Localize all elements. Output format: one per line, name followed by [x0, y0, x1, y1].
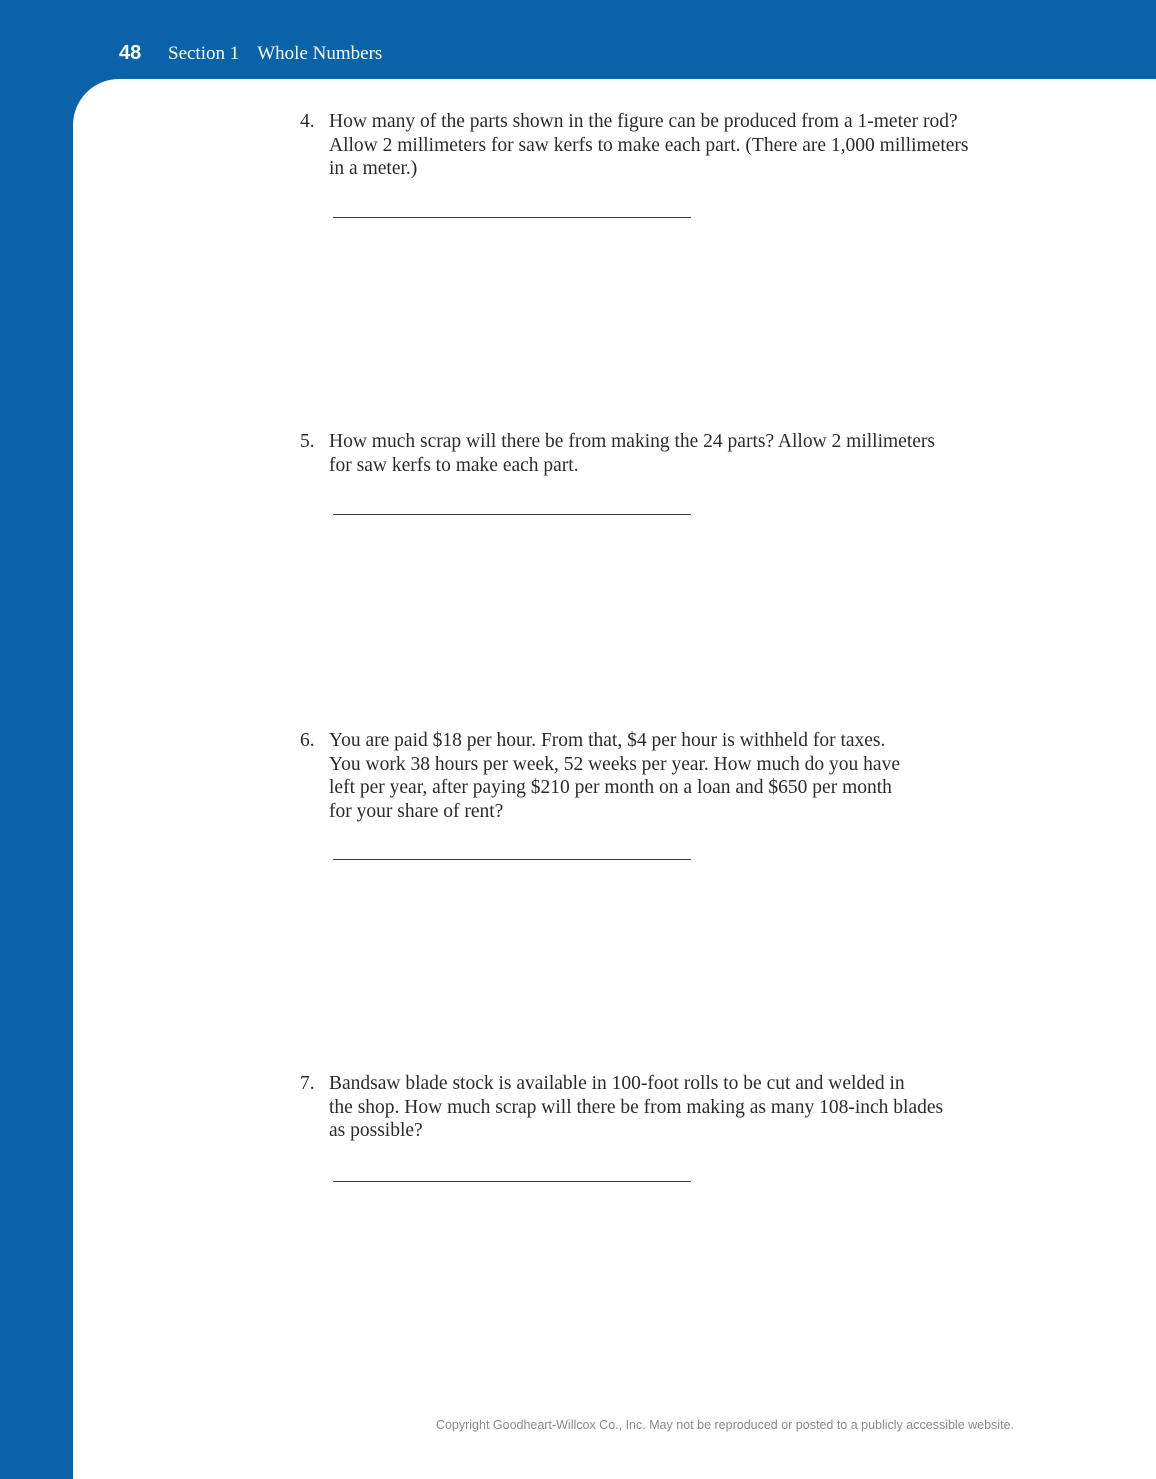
question-5: [300, 430, 1020, 477]
question-6: [300, 729, 1020, 823]
question-text: [329, 110, 1020, 181]
question-line: in a meter.): [329, 158, 418, 179]
question-line: You are paid $18 per hour. From that, $4 per hour is withheld for taxes.: [329, 730, 886, 751]
question-line: for your share of rent?: [329, 800, 504, 822]
question-line: How many of the parts shown in the figure can be produced from a 1-meter rod?: [329, 111, 958, 132]
answer-line-4[interactable]: [333, 217, 691, 218]
question-text: [329, 430, 1020, 477]
answer-line-5[interactable]: [333, 514, 691, 515]
question-text: [329, 729, 1020, 823]
question-line: for saw kerfs to make each part.: [329, 454, 579, 476]
question-number: 7.: [300, 1073, 315, 1094]
running-head: [168, 41, 382, 67]
question-text: [329, 1072, 1020, 1143]
question-7: [300, 1072, 1020, 1143]
chapter-title: Whole Numbers: [257, 43, 383, 64]
answer-line-6[interactable]: [333, 859, 691, 860]
question-line: as possible?: [329, 1120, 423, 1141]
question-line: Bandsaw blade stock is available in 100-foot rolls to be cut and welded in: [329, 1073, 905, 1094]
answer-line-7[interactable]: [333, 1181, 691, 1182]
question-line: left per year, after paying $210 per month on a loan and $650 per month: [329, 777, 892, 798]
copyright-notice: Copyright Goodheart-Willcox Co., Inc. May not be reproduced or posted to a publicly accessible website.: [435, 1418, 1014, 1432]
question-line: Allow 2 millimeters for saw kerfs to make each part. (There are 1,000 millimeters: [329, 134, 969, 156]
page-number: 48: [119, 42, 142, 64]
question-number: 6.: [300, 730, 315, 751]
question-line: How much scrap will there be from making the 24 parts? Allow 2 millimeters: [329, 431, 935, 452]
question-number: 5.: [300, 431, 315, 452]
question-line: You work 38 hours per week, 52 weeks per year. How much do you have: [329, 753, 900, 775]
section-label: Section 1: [168, 43, 240, 64]
question-4: [300, 110, 1020, 181]
question-number: 4.: [300, 111, 315, 132]
question-line: the shop. How much scrap will there be from making as many 108-inch blades: [329, 1096, 944, 1118]
